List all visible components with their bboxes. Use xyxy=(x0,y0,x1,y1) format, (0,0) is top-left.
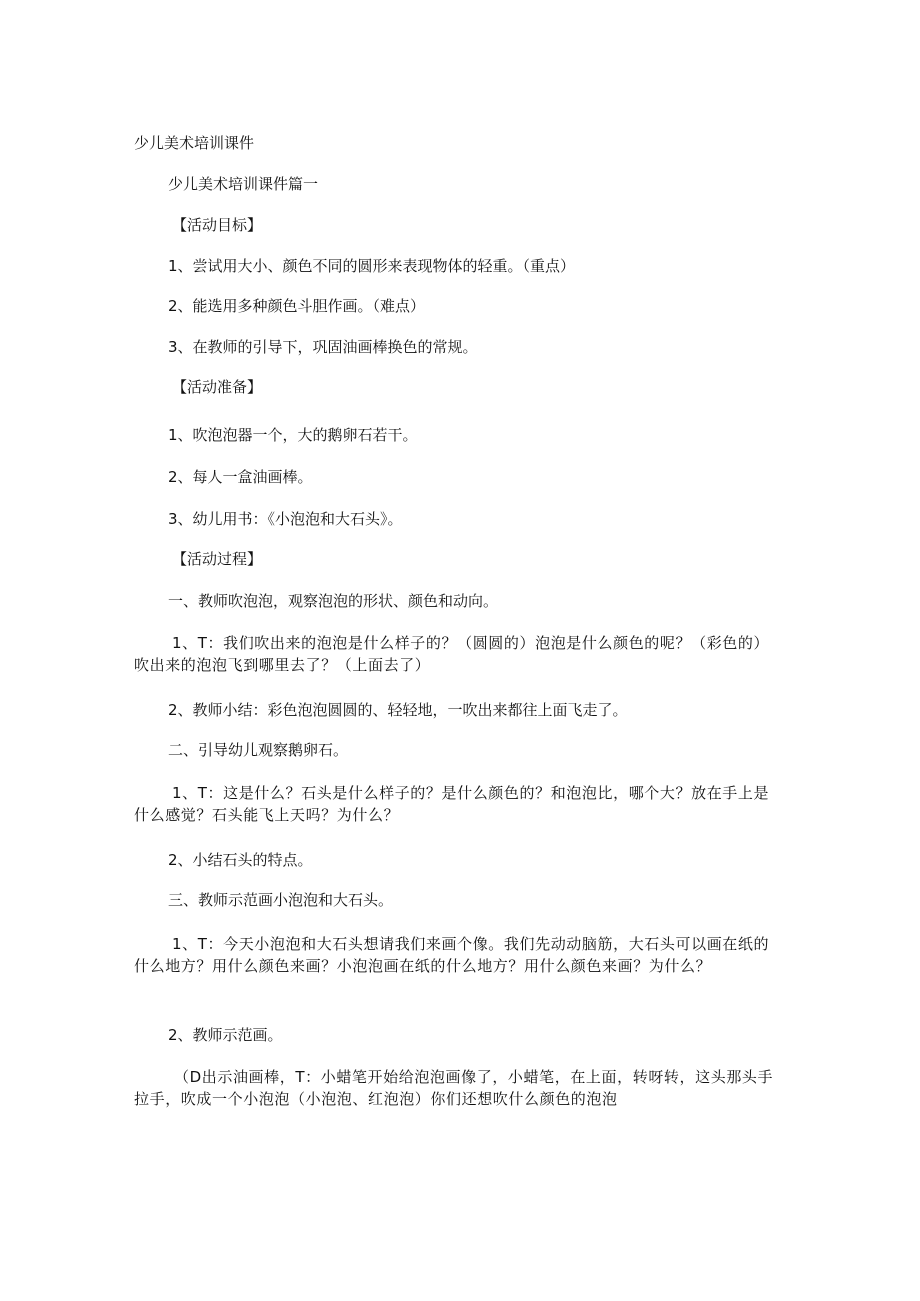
process-step-1-2: 2、教师小结：彩色泡泡圆圆的、轻轻地，一吹出来都往上面飞走了。 xyxy=(168,701,628,719)
process-step-2-2: 2、小结石头的特点。 xyxy=(168,851,313,869)
prep-heading: 【活动准备】 xyxy=(172,378,263,396)
goal-item-1: 1、尝试用大小、颜色不同的圆形来表现物体的轻重。（重点） xyxy=(168,257,576,275)
doc-title: 少儿美术培训课件 xyxy=(134,134,255,152)
process-step-3-3: （D出示油画棒，T：小蜡笔开始给泡泡画像了，小蜡笔，在上面，转呀转，这头那头手拉手，吹成一个小泡泡（小泡泡、红泡泡）你们还想吹什么颜色的泡泡 xyxy=(134,1068,774,1108)
process-step-1-1: 1、T：我们吹出来的泡泡是什么样子的？（圆圆的）泡泡是什么颜色的呢？（彩色的）吹出来的泡泡飞到哪里去了？（上面去了） xyxy=(134,634,770,674)
prep-item-2: 2、每人一盒油画棒。 xyxy=(168,468,313,486)
process-step-3-2: 2、教师示范画。 xyxy=(168,1026,283,1044)
process-step-1: 一、教师吹泡泡，观察泡泡的形状、颜色和动向。 xyxy=(168,592,499,610)
doc-subtitle: 少儿美术培训课件篇一 xyxy=(168,175,319,193)
goal-item-3: 3、在教师的引导下，巩固油画棒换色的常规。 xyxy=(168,338,478,356)
process-step-3-1: 1、T：今天小泡泡和大石头想请我们来画个像。我们先动动脑筋，大石头可以画在纸的什么地方？用什么颜色来画？小泡泡画在纸的什么地方？用什么颜色来画？为什么？ xyxy=(134,935,770,975)
prep-item-1: 1、吹泡泡器一个，大的鹅卵石若干。 xyxy=(168,426,418,444)
goal-heading: 【活动目标】 xyxy=(172,216,263,234)
goal-item-2: 2、能选用多种颜色斗胆作画。（难点） xyxy=(168,297,426,315)
process-heading: 【活动过程】 xyxy=(172,550,263,568)
process-step-2: 二、引导幼儿观察鹅卵石。 xyxy=(168,741,349,759)
process-step-2-1: 1、T：这是什么？石头是什么样子的？是什么颜色的？和泡泡比，哪个大？放在手上是什么感觉？石头能飞上天吗？为什么？ xyxy=(134,784,770,824)
process-step-3: 三、教师示范画小泡泡和大石头。 xyxy=(168,891,394,909)
prep-item-3: 3、幼儿用书：《小泡泡和大石头》。 xyxy=(168,510,403,528)
